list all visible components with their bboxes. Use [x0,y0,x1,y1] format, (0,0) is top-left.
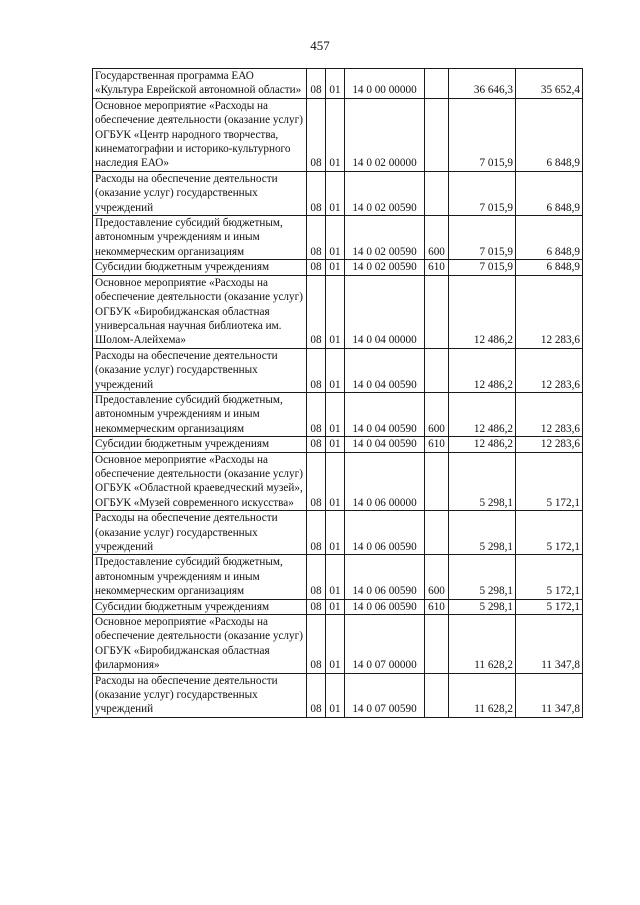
amount-year-1: 12 486,2 [449,392,516,436]
expense-type-code: 600 [425,216,449,260]
table-row [93,260,583,275]
target-item-code: 14 0 04 00590 [345,437,425,452]
amount-year-2: 12 283,6 [516,348,583,392]
section-code: 08 [307,511,326,555]
expense-type-code: 610 [425,260,449,275]
target-item-code: 14 0 00 00000 [345,69,425,99]
subsection-code: 01 [326,599,345,614]
row-name: Предоставление субсидий бюджетным, автономным учреждениям и иным некоммерческим организациям [93,555,307,599]
amount-year-1: 12 486,2 [449,437,516,452]
subsection-code: 01 [326,69,345,99]
section-code: 08 [307,171,326,215]
amount-year-2: 5 172,1 [516,599,583,614]
amount-year-2: 5 172,1 [516,555,583,599]
amount-year-2: 5 172,1 [516,511,583,555]
section-code: 08 [307,392,326,436]
amount-year-1: 5 298,1 [449,599,516,614]
section-code: 08 [307,673,326,717]
expense-type-code [425,615,449,674]
amount-year-1: 11 628,2 [449,673,516,717]
subsection-code: 01 [326,511,345,555]
expense-type-code: 610 [425,599,449,614]
table-row [93,98,583,171]
row-name: Основное мероприятие «Расходы на обеспечение деятельности (оказание услуг) ОГБУК «Центр народного творчества, кинематографии и историко-культурного наследия ЕАО» [93,98,307,171]
target-item-code: 14 0 04 00590 [345,348,425,392]
expense-type-code: 600 [425,392,449,436]
target-item-code: 14 0 06 00590 [345,511,425,555]
table-row [93,511,583,555]
table-row [93,275,583,348]
section-code: 08 [307,452,326,511]
target-item-code: 14 0 02 00590 [345,171,425,215]
page-number: 457 [310,38,330,53]
section-code: 08 [307,69,326,99]
table-row [93,452,583,511]
subsection-code: 01 [326,615,345,674]
target-item-code: 14 0 04 00000 [345,275,425,348]
expense-type-code [425,348,449,392]
table-row [93,437,583,452]
amount-year-1: 5 298,1 [449,511,516,555]
amount-year-1: 11 628,2 [449,615,516,674]
amount-year-1: 7 015,9 [449,216,516,260]
expense-type-code [425,511,449,555]
table-row [93,615,583,674]
row-name: Основное мероприятие «Расходы на обеспечение деятельности (оказание услуг) ОГБУК «Областной краеведческий музей», ОГБУК «Музей современного искусства» [93,452,307,511]
row-name: Основное мероприятие «Расходы на обеспечение деятельности (оказание услуг) ОГБУК «Биробиджанская областная филармония» [93,615,307,674]
row-name: Основное мероприятие «Расходы на обеспечение деятельности (оказание услуг) ОГБУК «Биробиджанская областная универсальная научная библиотека им. Шолом-Алейхема» [93,275,307,348]
section-code: 08 [307,216,326,260]
expense-type-code: 610 [425,437,449,452]
section-code: 08 [307,555,326,599]
target-item-code: 14 0 02 00590 [345,260,425,275]
budget-table [92,68,583,718]
subsection-code: 01 [326,392,345,436]
amount-year-2: 6 848,9 [516,171,583,215]
target-item-code: 14 0 02 00000 [345,98,425,171]
subsection-code: 01 [326,98,345,171]
row-name: Расходы на обеспечение деятельности (оказание услуг) государственных учреждений [93,673,307,717]
expense-type-code [425,275,449,348]
table-row [93,555,583,599]
amount-year-1: 7 015,9 [449,260,516,275]
subsection-code: 01 [326,673,345,717]
amount-year-2: 11 347,8 [516,615,583,674]
amount-year-2: 6 848,9 [516,98,583,171]
row-name: Предоставление субсидий бюджетным, автономным учреждениям и иным некоммерческим организациям [93,216,307,260]
amount-year-1: 12 486,2 [449,275,516,348]
expense-type-code [425,171,449,215]
expense-type-code [425,673,449,717]
row-name: Расходы на обеспечение деятельности (оказание услуг) государственных учреждений [93,171,307,215]
row-name: Расходы на обеспечение деятельности (оказание услуг) государственных учреждений [93,511,307,555]
expense-type-code [425,69,449,99]
expense-type-code: 600 [425,555,449,599]
amount-year-2: 12 283,6 [516,275,583,348]
target-item-code: 14 0 07 00590 [345,673,425,717]
target-item-code: 14 0 06 00000 [345,452,425,511]
table-row [93,348,583,392]
expense-type-code [425,98,449,171]
target-item-code: 14 0 06 00590 [345,599,425,614]
amount-year-1: 7 015,9 [449,171,516,215]
target-item-code: 14 0 07 00000 [345,615,425,674]
section-code: 08 [307,615,326,674]
amount-year-1: 7 015,9 [449,98,516,171]
amount-year-2: 6 848,9 [516,216,583,260]
table-row [93,69,583,99]
row-name: Субсидии бюджетным учреждениям [93,599,307,614]
section-code: 08 [307,437,326,452]
target-item-code: 14 0 06 00590 [345,555,425,599]
amount-year-1: 5 298,1 [449,555,516,599]
row-name: Расходы на обеспечение деятельности (оказание услуг) государственных учреждений [93,348,307,392]
row-name: Субсидии бюджетным учреждениям [93,437,307,452]
target-item-code: 14 0 04 00590 [345,392,425,436]
amount-year-1: 36 646,3 [449,69,516,99]
amount-year-1: 12 486,2 [449,348,516,392]
table-row [93,673,583,717]
subsection-code: 01 [326,216,345,260]
amount-year-1: 5 298,1 [449,452,516,511]
table-row [93,599,583,614]
row-name: Государственная программа ЕАО «Культура Еврейской автономной области» [93,69,307,99]
subsection-code: 01 [326,171,345,215]
section-code: 08 [307,348,326,392]
table-row [93,392,583,436]
table-row [93,216,583,260]
row-name: Предоставление субсидий бюджетным, автономным учреждениям и иным некоммерческим организациям [93,392,307,436]
amount-year-2: 35 652,4 [516,69,583,99]
target-item-code: 14 0 02 00590 [345,216,425,260]
subsection-code: 01 [326,348,345,392]
subsection-code: 01 [326,555,345,599]
expense-type-code [425,452,449,511]
amount-year-2: 12 283,6 [516,392,583,436]
subsection-code: 01 [326,437,345,452]
section-code: 08 [307,260,326,275]
amount-year-2: 11 347,8 [516,673,583,717]
amount-year-2: 12 283,6 [516,437,583,452]
amount-year-2: 6 848,9 [516,260,583,275]
table-row [93,171,583,215]
subsection-code: 01 [326,275,345,348]
subsection-code: 01 [326,452,345,511]
amount-year-2: 5 172,1 [516,452,583,511]
section-code: 08 [307,98,326,171]
section-code: 08 [307,275,326,348]
section-code: 08 [307,599,326,614]
subsection-code: 01 [326,260,345,275]
row-name: Субсидии бюджетным учреждениям [93,260,307,275]
